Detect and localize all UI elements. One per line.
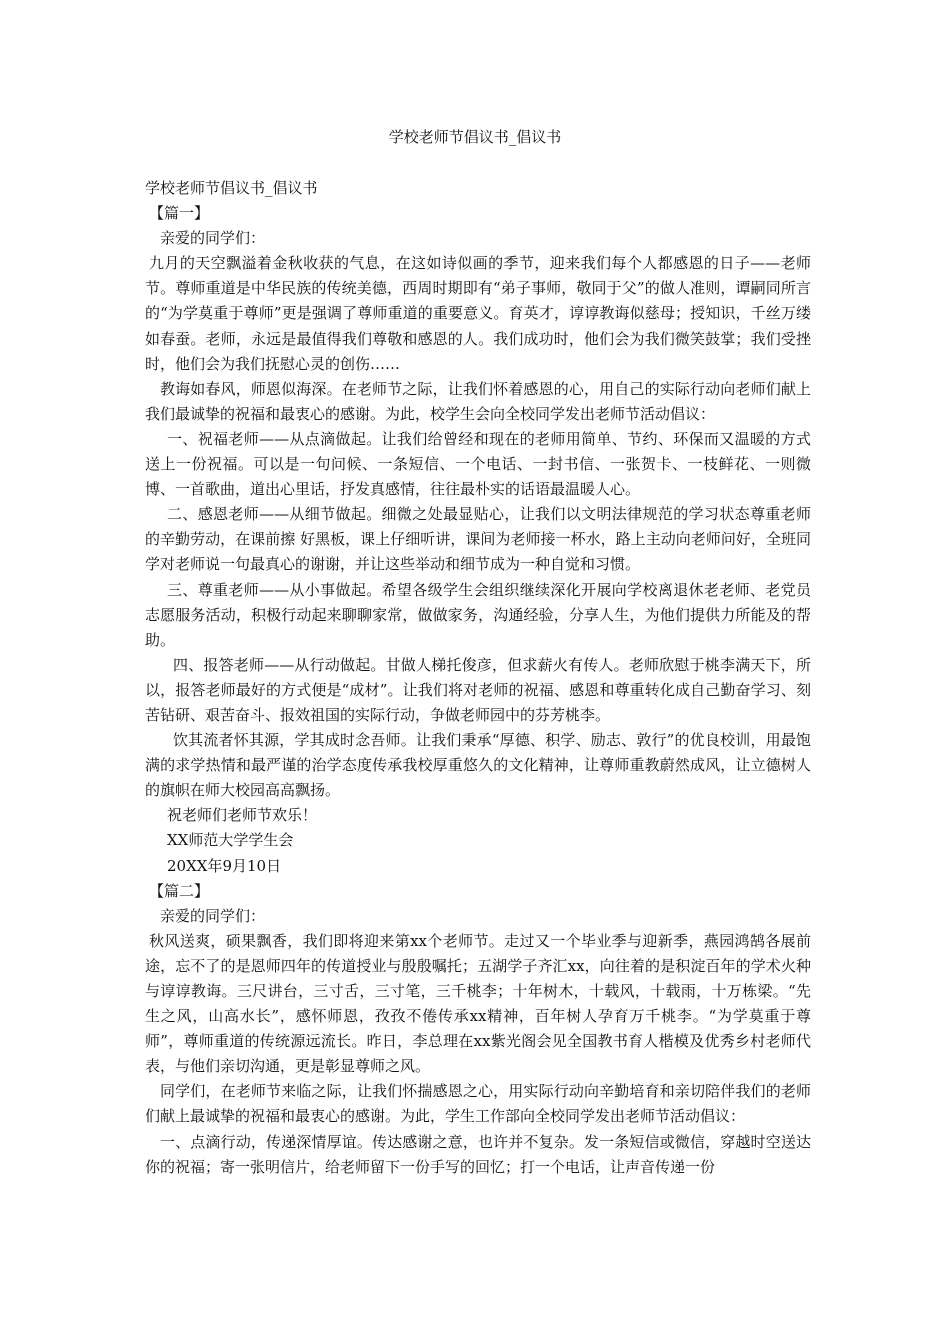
closing-line: 祝老师们老师节欢乐！ bbox=[167, 806, 318, 825]
subtitle-line: 学校老师节倡议书_倡议书 bbox=[145, 179, 318, 197]
paragraph: 一、祝福老师——从点滴做起。让我们给曾经和现在的老师用简单、节约、环保而又温暖的方式送上一份祝福。可以是一句问候、一条短信、一个电话、一封书信、一张贺卡、一枝鲜花、一则微博、一首歌曲，道出心里话，抒发真感情，往往最朴实的话语最温暖人心。 bbox=[145, 429, 811, 499]
paragraph: 二、感恩老师——从细节做起。细微之处最显贴心，让我们以文明法律规范的学习状态尊重老师的辛勤劳动，在课前擦 好黑板，课上仔细听讲，课间为老师接一杯水，路上主动向老师问好，全班同学对老师说一句最真心的谢谢，并让这些举动和细节成为一种自觉和习惯。 bbox=[145, 505, 811, 574]
signature-organization: XX师范大学学生会 bbox=[167, 831, 294, 850]
section-heading-2: 【篇二】 bbox=[149, 881, 210, 900]
paragraph: 三、尊重老师——从小事做起。希望各级学生会组织继续深化开展向学校离退休老老师、老党员志愿服务活动，积极行动起来聊聊家常，做做家务，沟通经验，分享人生，为他们提供力所能及的帮助。 bbox=[145, 580, 811, 649]
paragraph: 秋风送爽，硕果飘香，我们即将迎来第xx个老师节。走过又一个毕业季与迎新季，燕园鸿鹄各展前途，忘不了的是恩师四年的传道授业与殷殷嘱托；五湖学子齐汇xx，向往着的是积淀百年的学术火种与谆谆教诲。三尺讲台，三寸舌，三寸笔，三千桃李；十年树木，十载风，十载雨，十万栋梁。“先生之风，山高水长”，感怀师恩，孜孜不倦传承xx精神，百年树人孕育万千桃李。“为学莫重于尊师”，尊师重道的传统源远流长。昨日，李总理在xx紫光阁会见全国教书育人楷模及优秀乡村老师代表，与他们亲切沟通，更是彰显尊师之风。 bbox=[145, 931, 811, 1076]
document-title: 学校老师节倡议书_倡议书 bbox=[388, 128, 562, 146]
paragraph: 九月的天空飘溢着金秋收获的气息，在这如诗似画的季节，迎来我们每个人都感恩的日子——老师节。尊师重道是中华民族的传统美德，西周时期即有“弟子事师，敬同于父”的做人准则，谭嗣同所言的“为学莫重于尊师”更是强调了尊师重道的重要意义。育英才，谆谆教诲似慈母；授知识，千丝万缕如春蚕。老师，永远是最值得我们尊敬和感恩的人。我们成功时，他们会为我们微笑鼓掌；我们受挫时，他们会为我们抚慰心灵的创伤…… bbox=[145, 254, 811, 373]
document-body bbox=[145, 176, 811, 1180]
paragraph: 教诲如春风，师恩似海深。在老师节之际，让我们怀着感恩的心，用自己的实际行动向老师们献上我们最诚挚的祝福和最衷心的感谢。为此，校学生会向全校同学发出老师节活动倡议： bbox=[145, 379, 811, 423]
paragraph: 四、报答老师——从行动做起。甘做人梯托俊彦，但求薪火有传人。老师欣慰于桃李满天下，所以，报答老师最好的方式便是“成材”。让我们将对老师的祝福、感恩和尊重转化成自己勤奋学习、刻苦钻研、艰苦奋斗、报效祖国的实际行动，争做老师园中的芬芳桃李。 bbox=[145, 655, 811, 724]
signature-date: 20XX年9月10日 bbox=[167, 856, 282, 875]
salutation: 亲爱的同学们： bbox=[160, 906, 266, 925]
salutation: 亲爱的同学们： bbox=[160, 229, 266, 248]
section-heading-1: 【篇一】 bbox=[149, 204, 210, 223]
paragraph: 饮其流者怀其源，学其成时念吾师。让我们秉承“厚德、积学、励志、敦行”的优良校训，用最饱满的求学热情和最严谨的治学态度传承我校厚重悠久的文化精神，让尊师重教蔚然成风，让立德树人的旗帜在师大校园高高飘扬。 bbox=[145, 731, 811, 800]
paragraph: 同学们，在老师节来临之际，让我们怀揣感恩之心，用实际行动向辛勤培育和亲切陪伴我们的老师们献上最诚挚的祝福和最衷心的感谢。为此，学生工作部向全校同学发出老师节活动倡议： bbox=[145, 1082, 811, 1126]
paragraph: 一、点滴行动，传递深情厚谊。传达感谢之意，也许并不复杂。发一条短信或微信，穿越时空送达你的祝福；寄一张明信片，给老师留下一份手写的回忆；打一个电话，让声音传递一份 bbox=[145, 1132, 811, 1176]
